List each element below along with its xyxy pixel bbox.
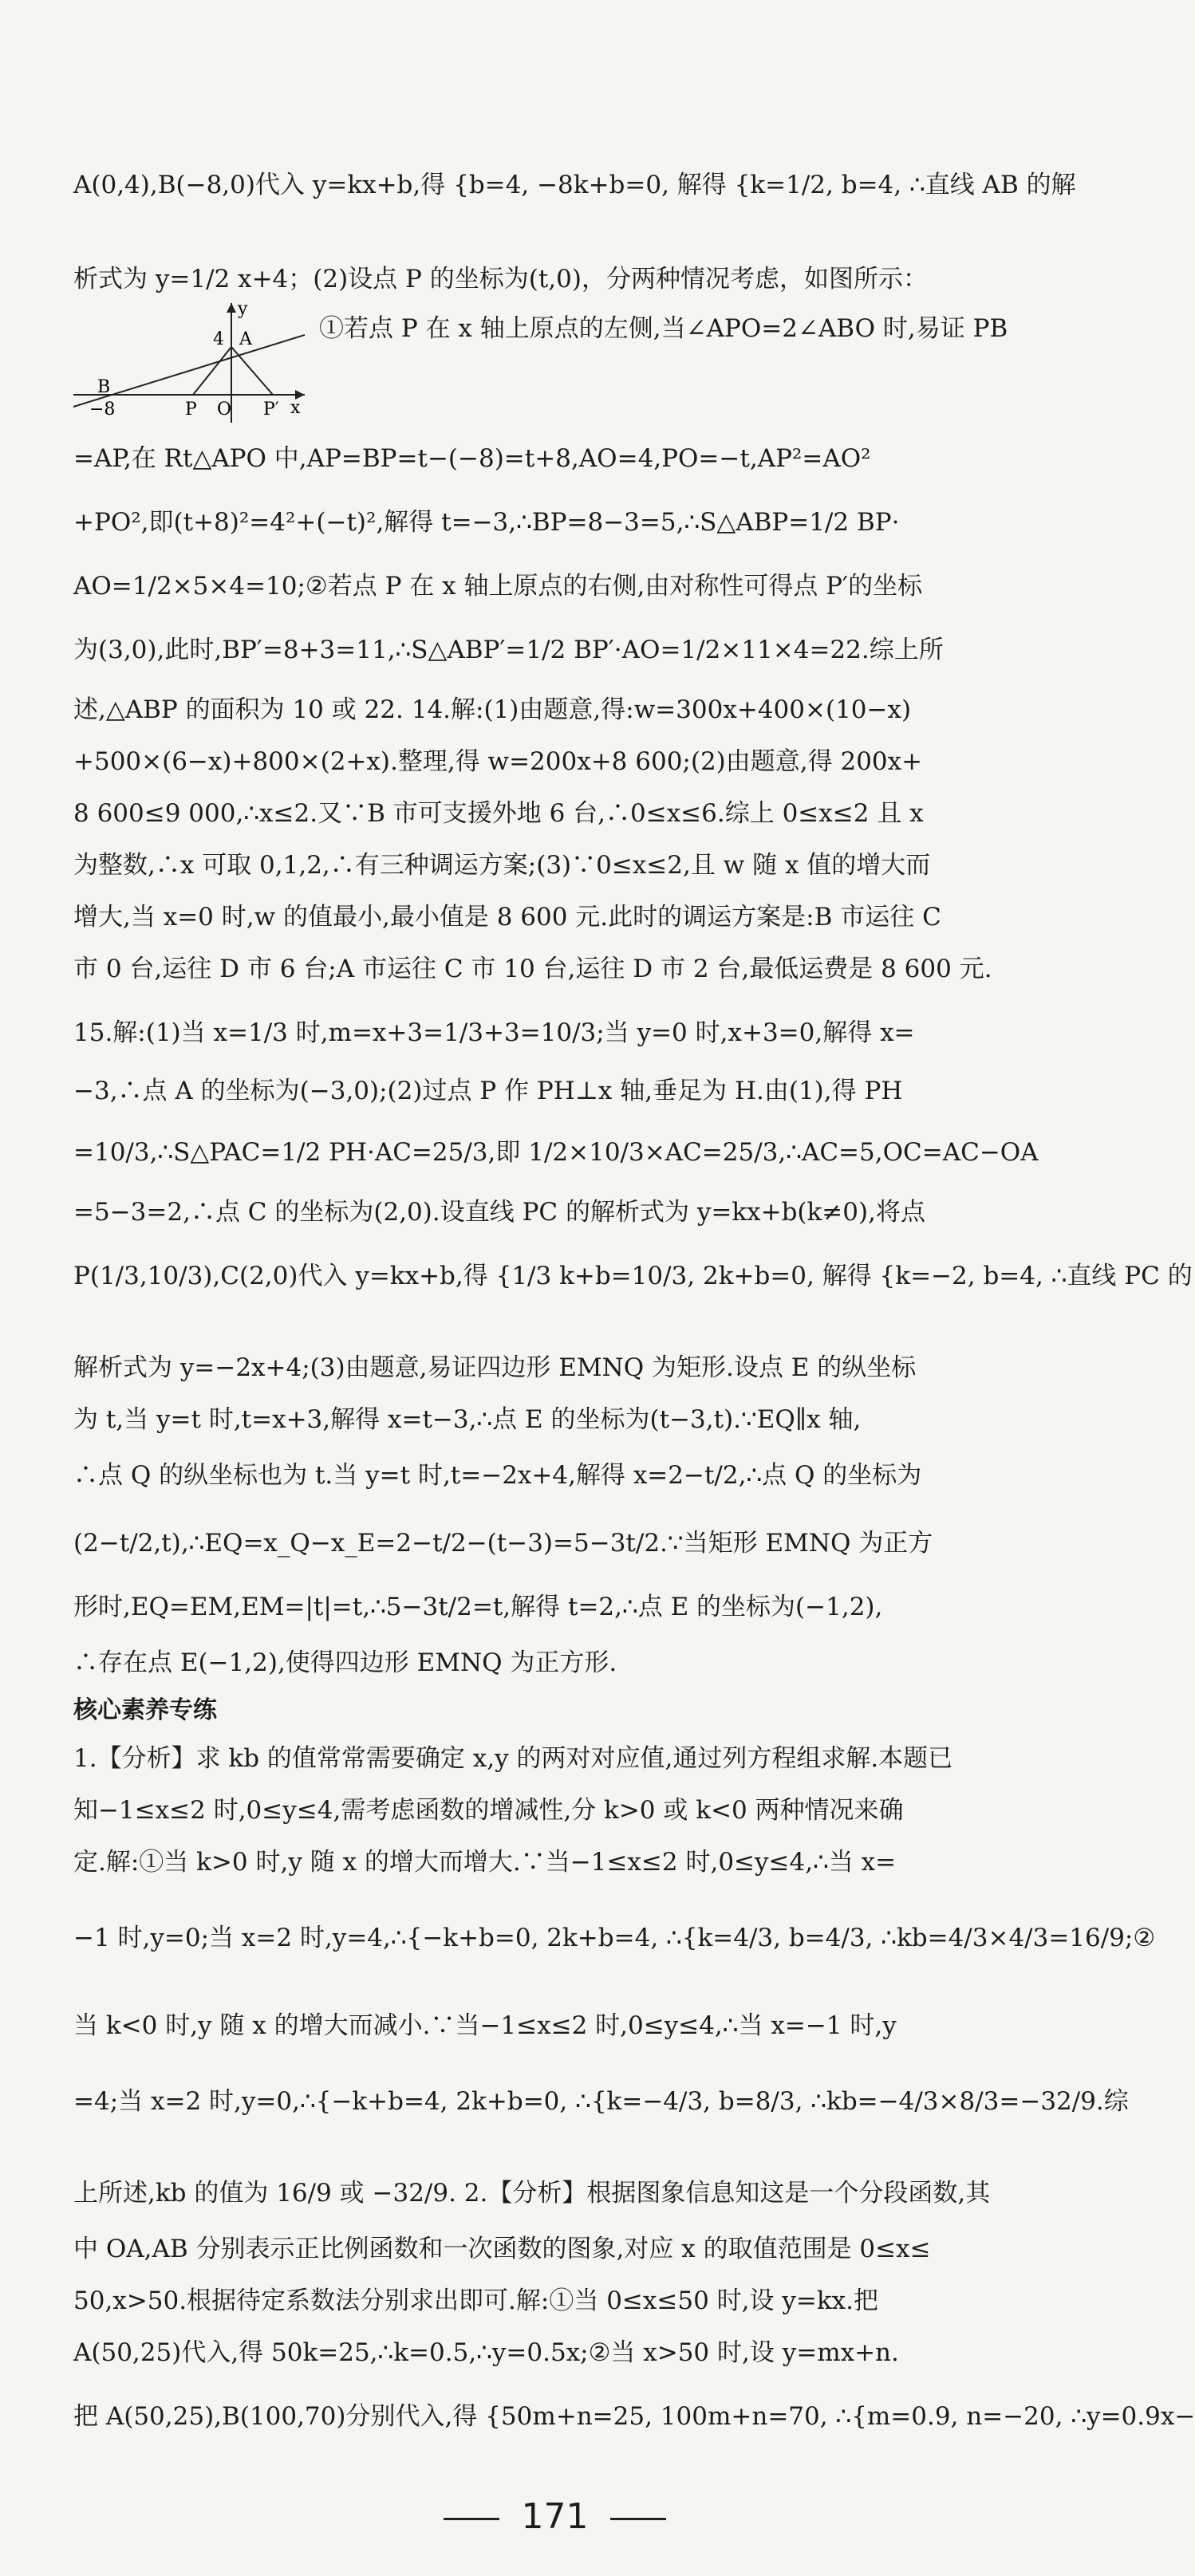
text-line-16: =5−3=2,∴点 C 的坐标为(2,0).设直线 PC 的解析式为 y=kx+b(k≠0),将点: [73, 1198, 925, 1227]
text-line-2: 析式为 y=1/2 x+4；(2)设点 P 的坐标为(t,0)，分两种情况考虑，如图所示：: [73, 265, 928, 293]
fig-label-o: O: [217, 400, 232, 419]
footer-dash-left: [444, 2518, 499, 2520]
text-line-24: 1.【分析】求 kb 的值常常需要确定 x,y 的两对对应值,通过列方程组求解.本题已: [73, 1744, 953, 1773]
footer-dash-right: [610, 2518, 666, 2520]
fig-label-y: y: [238, 299, 248, 319]
text-line-31: 中 OA,AB 分别表示正比例函数和一次函数的图象,对应 x 的取值范围是 0≤x≤: [73, 2235, 931, 2263]
text-line-34: 把 A(50,25),B(100,70)分别代入,得 {50m+n=25, 100m+n=70, ∴{m=0.9, n=−20, ∴y=0.9x−: [73, 2402, 1195, 2431]
text-line-4: +PO²,即(t+8)²=4²+(−t)²,解得 t=−3,∴BP=8−3=5,∴S△ABP=1/2 BP·: [73, 508, 900, 537]
text-line-17: P(1/3,10/3),C(2,0)代入 y=kx+b,得 {1/3 k+b=10/3, 2k+b=0, 解得 {k=−2, b=4, ∴直线 PC 的: [73, 1262, 1193, 1290]
fig-label-4: 4: [213, 329, 224, 349]
fig-label-x: x: [290, 398, 301, 418]
text-line-25: 知−1≤x≤2 时,0≤y≤4,需考虑函数的增减性,分 k>0 或 k<0 两种情况来确: [73, 1796, 904, 1825]
text-line-27: −1 时,y=0;当 x=2 时,y=4,∴{−k+b=0, 2k+b=4, ∴{k=4/3, b=4/3, ∴kb=4/3×4/3=16/9;②: [73, 1924, 1156, 1952]
fig-label-minus-8: −8: [89, 400, 116, 419]
text-line-12: 市 0 台,运往 D 市 6 台;A 市运往 C 市 10 台,运往 D 市 2 台,最低运费是 8 600 元.: [73, 955, 992, 983]
text-line-29: =4;当 x=2 时,y=0,∴{−k+b=4, 2k+b=0, ∴{k=−4/3, b=8/3, ∴kb=−4/3×8/3=−32/9.综: [73, 2087, 1129, 2116]
text-line-19: 为 t,当 y=t 时,t=x+3,解得 x=t−3,∴点 E 的坐标为(t−3,t).∵EQ∥x 轴,: [73, 1405, 862, 1434]
figure-side-text: ①若点 P 在 x 轴上原点的左侧,当∠APO=2∠ABO 时,易证 PB: [319, 314, 1008, 343]
text-line-18: 解析式为 y=−2x+4;(3)由题意,易证四边形 EMNQ 为矩形.设点 E 的纵坐标: [73, 1353, 917, 1382]
text-line-22: 形时,EQ=EM,EM=|t|=t,∴5−3t/2=t,解得 t=2,∴点 E 的坐标为(−1,2),: [73, 1593, 883, 1621]
text-line-5: AO=1/2×5×4=10;②若点 P 在 x 轴上原点的右侧,由对称性可得点 P′的坐标: [73, 572, 923, 601]
text-line-28: 当 k<0 时,y 随 x 的增大而减小.∵当−1≤x≤2 时,0≤y≤4,∴当 x=−1 时,y: [73, 2011, 897, 2040]
text-line-1: A(0,4),B(−8,0)代入 y=kx+b,得 {b=4, −8k+b=0, 解得 {k=1/2, b=4, ∴直线 AB 的解: [73, 171, 1076, 199]
page-number: 171: [521, 2496, 589, 2537]
text-line-20: ∴点 Q 的纵坐标也为 t.当 y=t 时,t=−2x+4,解得 x=2−t/2,∴点 Q 的坐标为: [73, 1461, 922, 1490]
text-line-7: 述,△ABP 的面积为 10 或 22. 14.解:(1)由题意,得:w=300x+400×(10−x): [73, 695, 912, 724]
text-line-14: −3,∴点 A 的坐标为(−3,0);(2)过点 P 作 PH⊥x 轴,垂足为 H.由(1),得 PH: [73, 1077, 903, 1105]
fig-label-p: P: [185, 400, 197, 419]
page-number-footer: [0, 2496, 1110, 2537]
text-line-13: 15.解:(1)当 x=1/3 时,m=x+3=1/3+3=10/3;当 y=0 时,x+3=0,解得 x=: [73, 1018, 915, 1047]
fig-label-b: B: [97, 377, 111, 397]
text-line-6: 为(3,0),此时,BP′=8+3=11,∴S△ABP′=1/2 BP′·AO=1/2×11×4=22.综上所: [73, 636, 944, 664]
fig-label-p-prime: P′: [263, 400, 279, 419]
text-line-23: ∴存在点 E(−1,2),使得四边形 EMNQ 为正方形.: [73, 1648, 617, 1677]
text-line-32: 50,x>50.根据待定系数法分别求出即可.解:①当 0≤x≤50 时,设 y=kx.把: [73, 2286, 878, 2315]
text-line-3: =AP,在 Rt△APO 中,AP=BP=t−(−8)=t+8,AO=4,PO=−t,AP²=AO²: [73, 444, 871, 473]
text-line-11: 增大,当 x=0 时,w 的值最小,最小值是 8 600 元.此时的调运方案是:B 市运往 C: [73, 903, 941, 932]
text-line-9: 8 600≤9 000,∴x≤2.又∵B 市可支援外地 6 台,∴0≤x≤6.综上 0≤x≤2 且 x: [73, 799, 924, 828]
text-line-21: (2−t/2,t),∴EQ=x_Q−x_E=2−t/2−(t−3)=5−3t/2.∵当矩形 EMNQ 为正方: [73, 1529, 933, 1558]
text-line-30: 上所述,kb 的值为 16/9 或 −32/9. 2.【分析】根据图象信息知这是一个分段函数,其: [73, 2179, 991, 2208]
text-line-15: =10/3,∴S△PAC=1/2 PH·AC=25/3,即 1/2×10/3×AC=25/3,∴AC=5,OC=AC−OA: [73, 1138, 1039, 1167]
section-heading: 核心素养专练: [73, 1696, 217, 1724]
text-line-10: 为整数,∴x 可取 0,1,2,∴有三种调运方案;(3)∵0≤x≤2,且 w 随 x 值的增大而: [73, 851, 931, 880]
text-line-8: +500×(6−x)+800×(2+x).整理,得 w=200x+8 600;(2)由题意,得 200x+: [73, 747, 923, 776]
text-line-26: 定.解:①当 k>0 时,y 随 x 的增大而增大.∵当−1≤x≤2 时,0≤y≤4,∴当 x=: [73, 1848, 897, 1877]
fig-label-a: A: [239, 329, 252, 349]
coordinate-figure: [73, 299, 305, 431]
text-line-33: A(50,25)代入,得 50k=25,∴k=0.5,∴y=0.5x;②当 x>50 时,设 y=mx+n.: [73, 2338, 899, 2367]
